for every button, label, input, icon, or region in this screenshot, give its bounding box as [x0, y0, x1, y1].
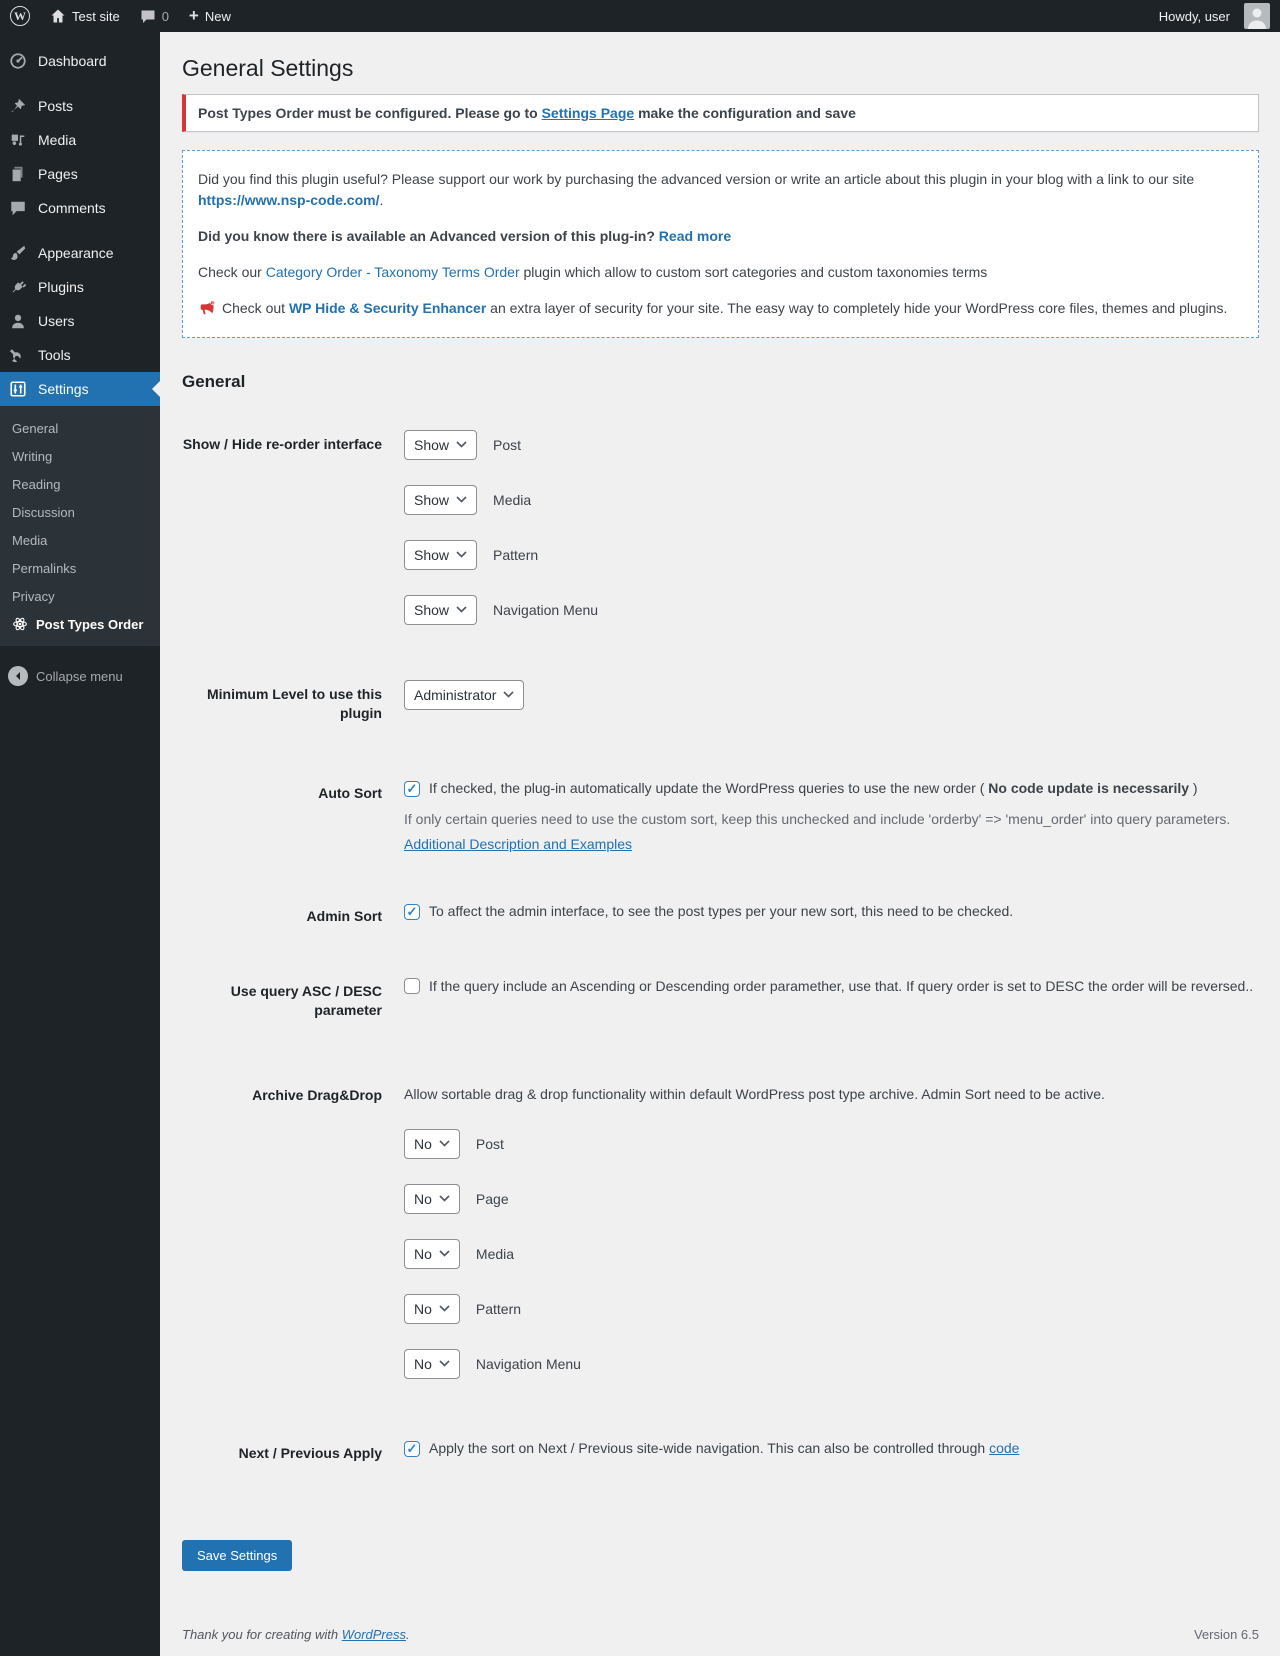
sidebar-item-settings[interactable]: [0, 372, 160, 406]
collapse-arrow-icon: [8, 666, 28, 686]
show-hide-media-select[interactable]: [404, 485, 477, 515]
chevron-down-icon: [456, 606, 467, 613]
submenu-label: Permalinks: [12, 560, 77, 576]
plugin-promo-box: [182, 150, 1259, 338]
archive-post-select[interactable]: [404, 1129, 460, 1159]
archive-pattern-select[interactable]: [404, 1294, 460, 1324]
use-query-checkbox[interactable]: [404, 978, 420, 994]
notice-text: make the configuration and save: [634, 104, 856, 121]
row-label: Next / Previous Apply: [238, 1444, 382, 1461]
my-account-menu[interactable]: [1149, 0, 1280, 32]
archive-dragdrop-desc: Allow sortable drag & drop functionality within default WordPress post type archive. Admin Sort need to be active.: [404, 1085, 1105, 1102]
row-label: Minimum Level to use this plugin: [206, 685, 382, 722]
select-caption: Post: [475, 1135, 504, 1152]
new-content-menu[interactable]: [179, 0, 241, 32]
sidebar-item-label: Appearance: [38, 245, 114, 261]
new-label: New: [204, 8, 231, 24]
show-hide-pattern-line: [404, 540, 598, 570]
archive-page-line: [404, 1184, 1105, 1214]
wp-logo-menu[interactable]: [0, 0, 40, 32]
howdy-text: Howdy, user: [1158, 8, 1230, 24]
admin-sort-checkbox[interactable]: [404, 904, 420, 920]
row-show-hide-interface: [182, 430, 1259, 625]
category-order-link[interactable]: Category Order - Taxonomy Terms Order: [265, 263, 520, 280]
sidebar-item-appearance[interactable]: [0, 236, 160, 270]
site-name-link[interactable]: [40, 0, 130, 32]
row-use-query: [182, 977, 1259, 1021]
page-title: General Settings: [182, 55, 354, 81]
chevron-down-icon: [456, 441, 467, 448]
archive-navmenu-select[interactable]: [404, 1349, 460, 1379]
sidebar-item-label: Settings: [38, 381, 89, 397]
main-content: [160, 32, 1280, 1656]
chevron-down-icon: [439, 1360, 450, 1367]
collapse-menu-label: Collapse menu: [36, 668, 123, 684]
submenu-label: Privacy: [12, 588, 55, 604]
menu-separator: [0, 225, 160, 236]
row-label: Archive Drag&Drop: [252, 1086, 382, 1103]
megaphone-icon: [198, 299, 216, 317]
submenu-label: General: [12, 420, 59, 436]
settings-form: [182, 430, 1259, 1509]
submenu-label: Media: [12, 532, 48, 548]
promo-text: an extra layer of security for your site. The easy way to completely hide your WordPress core files, themes and plugins.: [486, 299, 1228, 316]
auto-sort-checkbox[interactable]: [404, 781, 420, 797]
promo-paragraph: [198, 262, 1243, 283]
promo-text: Did you know there is available an Advanced version of this plug-in?: [198, 227, 655, 244]
promo-text: Did you find this plugin useful? Please support our work by purchasing the advanced version or write an article about this plugin in your blog with a link to our site: [198, 170, 1195, 187]
admin-bar: [0, 0, 1280, 32]
archive-media-line: [404, 1239, 1105, 1269]
admin-sort-text: To affect the admin interface, to see the post types per your new sort, this need to be checked.: [429, 903, 1014, 920]
config-notice: [182, 94, 1259, 132]
footer-thanks: Thank you for creating with WordPress.: [182, 1627, 410, 1643]
wordpress-link[interactable]: WordPress: [341, 1627, 406, 1643]
footer-version: Version 6.5: [1193, 1627, 1259, 1643]
site-name: Test site: [72, 8, 120, 24]
chevron-down-icon: [439, 1195, 450, 1202]
sidebar-item-users[interactable]: [0, 304, 160, 338]
wrench-icon: [8, 345, 28, 365]
sidebar-item-label: Plugins: [38, 279, 84, 295]
select-value: No: [414, 1355, 432, 1372]
select-value: Show: [414, 436, 450, 453]
sidebar-item-dashboard[interactable]: [0, 44, 160, 78]
sidebar-item-media[interactable]: [0, 123, 160, 157]
submenu-item-general[interactable]: [0, 414, 160, 442]
comment-icon: [8, 198, 28, 218]
select-caption: Media: [493, 491, 532, 508]
archive-pattern-line: [404, 1294, 1105, 1324]
sidebar-item-pages[interactable]: [0, 157, 160, 191]
select-value: Administrator: [414, 686, 497, 703]
select-caption: Media: [475, 1245, 515, 1262]
sidebar-item-label: Pages: [38, 166, 78, 182]
select-caption: Pattern: [475, 1300, 522, 1317]
select-caption: Navigation Menu: [493, 601, 599, 618]
chevron-down-icon: [503, 691, 514, 698]
comment-count: 0: [161, 8, 169, 24]
row-next-prev-apply: [182, 1439, 1259, 1464]
admin-sidebar: [0, 32, 160, 1656]
sidebar-item-plugins[interactable]: [0, 270, 160, 304]
chevron-down-icon: [439, 1250, 450, 1257]
show-hide-pattern-select[interactable]: [404, 540, 477, 570]
sidebar-item-posts[interactable]: [0, 89, 160, 123]
submenu-label: Post Types Order: [36, 616, 144, 632]
row-label: Use query ASC / DESC parameter: [230, 982, 382, 1019]
user-icon: [8, 311, 28, 331]
code-link[interactable]: code: [989, 1439, 1020, 1456]
row-label: Show / Hide re-order interface: [182, 435, 382, 452]
select-value: No: [414, 1190, 432, 1207]
auto-sort-hint: If only certain queries need to use the custom sort, keep this unchecked and include 'orderby' => 'menu_order' into query parameters.: [404, 810, 1231, 827]
sidebar-item-label: Posts: [38, 98, 74, 114]
atom-icon: [12, 616, 28, 632]
submenu-item-reading[interactable]: [0, 470, 160, 498]
chevron-down-icon: [456, 496, 467, 503]
save-settings-button[interactable]: Save Settings: [182, 1540, 292, 1571]
select-value: Show: [414, 546, 450, 563]
select-value: No: [414, 1135, 432, 1152]
submenu-label: Writing: [12, 448, 53, 464]
row-minimum-level: [182, 680, 1259, 724]
auto-sort-text: If checked, the plug-in automatically update the WordPress queries to use the new order ( No code update is necessarily ): [429, 780, 1198, 797]
promo-text: Check out: [222, 299, 289, 316]
archive-media-select[interactable]: [404, 1239, 460, 1269]
sidebar-item-tools[interactable]: [0, 338, 160, 372]
select-value: Show: [414, 601, 450, 618]
additional-description-link[interactable]: Additional Description and Examples: [404, 836, 633, 853]
show-hide-post-line: [404, 430, 598, 460]
select-value: No: [414, 1300, 432, 1317]
comments-shortcut[interactable]: [130, 0, 179, 32]
row-label: Auto Sort: [318, 785, 382, 802]
next-prev-text: Apply the sort on Next / Previous site-wide navigation. This can also be controlled through code: [429, 1439, 1020, 1456]
next-prev-checkbox[interactable]: [404, 1441, 420, 1457]
submenu-item-discussion[interactable]: [0, 498, 160, 526]
sidebar-item-label: Tools: [38, 347, 71, 363]
use-query-text: If the query include an Ascending or Descending order paramether, use that. If query order is set to DESC the order will be reversed..: [429, 977, 1254, 994]
section-heading: General: [182, 371, 246, 391]
archive-page-select[interactable]: [404, 1184, 460, 1214]
settings-page-link[interactable]: Settings Page: [541, 104, 635, 121]
wp-hide-link[interactable]: WP Hide & Security Enhancer: [288, 299, 487, 316]
chevron-down-icon: [456, 551, 467, 558]
notice-text: Post Types Order must be configured. Please go to: [198, 104, 542, 121]
row-admin-sort: [182, 902, 1259, 927]
promo-text: plugin which allow to custom sort categories and custom taxonomies terms: [519, 263, 988, 280]
settings-icon: [8, 379, 28, 399]
media-icon: [8, 130, 28, 150]
menu-separator: [0, 78, 160, 89]
chevron-down-icon: [439, 1305, 450, 1312]
comment-bubble-icon: [140, 9, 156, 24]
show-hide-media-line: [404, 485, 598, 515]
sidebar-item-label: Users: [38, 313, 75, 329]
pages-icon: [8, 164, 28, 184]
sidebar-item-label: Dashboard: [38, 53, 107, 69]
sidebar-item-comments[interactable]: [0, 191, 160, 225]
submenu-item-post-types-order[interactable]: [0, 610, 160, 638]
dashboard-icon: [8, 51, 28, 71]
show-hide-post-select[interactable]: [404, 430, 477, 460]
row-auto-sort: [182, 779, 1259, 852]
sidebar-item-label: Comments: [38, 200, 106, 216]
plus-icon: +: [188, 5, 199, 25]
pin-icon: [8, 96, 28, 116]
sidebar-item-label: Media: [38, 132, 77, 148]
show-hide-navmenu-select[interactable]: [404, 595, 477, 625]
promo-paragraph: [198, 169, 1243, 211]
promo-paragraph: [198, 298, 1243, 319]
select-value: No: [414, 1245, 432, 1262]
submenu-item-permalinks[interactable]: [0, 554, 160, 582]
plugin-icon: [8, 277, 28, 297]
collapse-menu-button[interactable]: [0, 662, 160, 690]
select-caption: Page: [475, 1190, 509, 1207]
select-value: Show: [414, 491, 450, 508]
submenu-item-writing[interactable]: [0, 442, 160, 470]
select-caption: Pattern: [493, 546, 539, 563]
avatar: [1244, 3, 1270, 29]
brush-icon: [8, 243, 28, 263]
settings-submenu: [0, 406, 160, 646]
submenu-label: Discussion: [12, 504, 75, 520]
promo-paragraph: [198, 226, 1243, 247]
home-icon: [50, 8, 66, 24]
chevron-down-icon: [439, 1140, 450, 1147]
archive-post-line: [404, 1129, 1105, 1159]
select-caption: Navigation Menu: [475, 1355, 581, 1372]
submenu-item-media[interactable]: [0, 526, 160, 554]
wordpress-logo-icon: W: [10, 6, 30, 26]
minimum-level-select[interactable]: [404, 680, 524, 710]
promo-text: .: [379, 191, 384, 208]
select-caption: Post: [493, 436, 522, 453]
promo-text: Check our: [198, 263, 266, 280]
submenu-label: Reading: [12, 476, 61, 492]
svg-text:0: 0: [211, 299, 215, 305]
archive-navmenu-line: [404, 1349, 1105, 1379]
show-hide-navmenu-line: [404, 595, 598, 625]
nsp-code-link[interactable]: https://www.nsp-code.com/: [198, 191, 380, 208]
read-more-link[interactable]: Read more: [658, 227, 732, 244]
page-footer: [182, 1627, 1259, 1642]
row-archive-dragdrop: [182, 1081, 1259, 1379]
submenu-item-privacy[interactable]: [0, 582, 160, 610]
row-label: Admin Sort: [306, 908, 382, 925]
